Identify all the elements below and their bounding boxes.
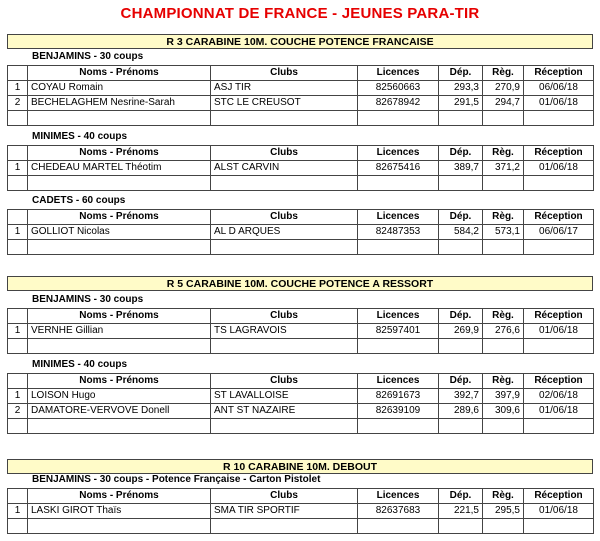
empty-cell: [211, 176, 358, 191]
table-row: [8, 389, 594, 404]
empty-cell: [211, 339, 358, 354]
row-index: 1: [8, 81, 28, 96]
athlete-name: LASKI GIROT Thaïs: [28, 504, 211, 519]
empty-cell: [358, 519, 439, 534]
header-reg: Règ.: [483, 146, 524, 161]
table-row: [8, 81, 594, 96]
score-dep: 584,2: [439, 225, 483, 240]
score-dep: 392,7: [439, 389, 483, 404]
empty-cell: [28, 419, 211, 434]
section-title: BENJAMINS - 30 coups: [32, 294, 144, 305]
header-index: [8, 374, 28, 389]
empty-cell: [524, 419, 594, 434]
header-noms: Noms - Prénoms: [28, 374, 211, 389]
club-name: TS LAGRAVOIS: [211, 324, 358, 339]
header-noms: Noms - Prénoms: [28, 210, 211, 225]
header-licences: Licences: [358, 309, 439, 324]
score-reg: 270,9: [483, 81, 524, 96]
header-dep: Dép.: [439, 309, 483, 324]
empty-cell: [358, 240, 439, 255]
row-index: 1: [8, 225, 28, 240]
header-noms: Noms - Prénoms: [28, 146, 211, 161]
table-row: [8, 225, 594, 240]
club-name: ASJ TIR: [211, 81, 358, 96]
empty-cell: [483, 240, 524, 255]
empty-cell: [439, 111, 483, 126]
header-index: [8, 66, 28, 81]
club-name: STC LE CREUSOT: [211, 96, 358, 111]
reception-date: 06/06/18: [524, 81, 594, 96]
header-index: [8, 309, 28, 324]
header-dep: Dép.: [439, 210, 483, 225]
table-header-row: [8, 146, 594, 161]
empty-cell: [524, 339, 594, 354]
licence-number: 82597401: [358, 324, 439, 339]
header-clubs: Clubs: [211, 146, 358, 161]
empty-cell: [439, 519, 483, 534]
header-reception: Réception: [524, 210, 594, 225]
table-header-row: [8, 210, 594, 225]
header-licences: Licences: [358, 66, 439, 81]
empty-cell: [524, 176, 594, 191]
results-table: [7, 308, 594, 354]
category-banner-r10: R 10 CARABINE 10M. DEBOUT: [7, 459, 593, 474]
reception-date: 01/06/18: [524, 96, 594, 111]
athlete-name: BECHELAGHEM Nesrine-Sarah: [28, 96, 211, 111]
row-index: 2: [8, 404, 28, 419]
empty-cell: [358, 339, 439, 354]
section-title: BENJAMINS - 30 coups: [32, 51, 144, 62]
empty-cell: [8, 240, 28, 255]
results-table: [7, 145, 594, 191]
athlete-name: GOLLIOT Nicolas: [28, 225, 211, 240]
licence-number: 82487353: [358, 225, 439, 240]
table-header-row: [8, 66, 594, 81]
header-index: [8, 146, 28, 161]
header-clubs: Clubs: [211, 309, 358, 324]
header-reg: Règ.: [483, 66, 524, 81]
section-title: CADETS - 60 coups: [32, 195, 126, 206]
header-reception: Réception: [524, 489, 594, 504]
table-header-row: [8, 309, 594, 324]
empty-cell: [439, 176, 483, 191]
header-noms: Noms - Prénoms: [28, 66, 211, 81]
empty-row: [8, 339, 594, 354]
row-index: 1: [8, 504, 28, 519]
header-dep: Dép.: [439, 374, 483, 389]
header-clubs: Clubs: [211, 489, 358, 504]
empty-cell: [439, 419, 483, 434]
empty-cell: [8, 519, 28, 534]
empty-cell: [211, 111, 358, 126]
table-row: [8, 504, 594, 519]
section-title: MINIMES - 40 coups: [32, 359, 128, 370]
reception-date: 06/06/17: [524, 225, 594, 240]
empty-row: [8, 176, 594, 191]
empty-cell: [358, 176, 439, 191]
results-table: [7, 373, 594, 434]
header-noms: Noms - Prénoms: [28, 309, 211, 324]
section-title: MINIMES - 40 coups: [32, 131, 128, 142]
header-noms: Noms - Prénoms: [28, 489, 211, 504]
empty-cell: [483, 519, 524, 534]
empty-cell: [8, 176, 28, 191]
header-clubs: Clubs: [211, 374, 358, 389]
header-reg: Règ.: [483, 374, 524, 389]
empty-cell: [28, 519, 211, 534]
empty-row: [8, 111, 594, 126]
header-licences: Licences: [358, 489, 439, 504]
page-title: CHAMPIONNAT DE FRANCE - JEUNES PARA-TIR: [120, 5, 480, 22]
empty-cell: [483, 339, 524, 354]
empty-cell: [28, 111, 211, 126]
empty-cell: [211, 419, 358, 434]
empty-cell: [483, 176, 524, 191]
athlete-name: CHEDEAU MARTEL Théotim: [28, 161, 211, 176]
table-row: [8, 96, 594, 111]
score-reg: 294,7: [483, 96, 524, 111]
empty-cell: [524, 111, 594, 126]
empty-row: [8, 519, 594, 534]
header-index: [8, 210, 28, 225]
empty-cell: [8, 111, 28, 126]
header-licences: Licences: [358, 374, 439, 389]
row-index: 2: [8, 96, 28, 111]
table-header-row: [8, 489, 594, 504]
score-reg: 397,9: [483, 389, 524, 404]
licence-number: 82639109: [358, 404, 439, 419]
header-clubs: Clubs: [211, 210, 358, 225]
results-table: [7, 65, 594, 126]
header-reception: Réception: [524, 66, 594, 81]
licence-number: 82637683: [358, 504, 439, 519]
empty-cell: [483, 419, 524, 434]
header-dep: Dép.: [439, 489, 483, 504]
empty-cell: [8, 419, 28, 434]
header-reg: Règ.: [483, 309, 524, 324]
category-banner-r5: R 5 CARABINE 10M. COUCHE POTENCE A RESSORT: [7, 276, 593, 291]
empty-cell: [524, 519, 594, 534]
reception-date: 02/06/18: [524, 389, 594, 404]
reception-date: 01/06/18: [524, 324, 594, 339]
empty-row: [8, 240, 594, 255]
club-name: AL D ARQUES: [211, 225, 358, 240]
reception-date: 01/06/18: [524, 404, 594, 419]
score-dep: 293,3: [439, 81, 483, 96]
licence-number: 82678942: [358, 96, 439, 111]
empty-cell: [524, 240, 594, 255]
table-row: [8, 404, 594, 419]
header-index: [8, 489, 28, 504]
results-table: [7, 209, 594, 255]
header-dep: Dép.: [439, 66, 483, 81]
empty-cell: [211, 240, 358, 255]
category-banner-r3: R 3 CARABINE 10M. COUCHE POTENCE FRANCAISE: [7, 34, 593, 49]
header-reception: Réception: [524, 309, 594, 324]
reception-date: 01/06/18: [524, 504, 594, 519]
empty-row: [8, 419, 594, 434]
score-dep: 291,5: [439, 96, 483, 111]
athlete-name: VERNHE Gillian: [28, 324, 211, 339]
score-dep: 221,5: [439, 504, 483, 519]
score-dep: 269,9: [439, 324, 483, 339]
header-reception: Réception: [524, 374, 594, 389]
score-reg: 276,6: [483, 324, 524, 339]
empty-cell: [439, 240, 483, 255]
empty-cell: [358, 419, 439, 434]
club-name: ALST CARVIN: [211, 161, 358, 176]
score-dep: 289,6: [439, 404, 483, 419]
empty-cell: [358, 111, 439, 126]
score-reg: 371,2: [483, 161, 524, 176]
row-index: 1: [8, 324, 28, 339]
header-licences: Licences: [358, 146, 439, 161]
score-reg: 309,6: [483, 404, 524, 419]
score-reg: 573,1: [483, 225, 524, 240]
club-name: ANT ST NAZAIRE: [211, 404, 358, 419]
licence-number: 82675416: [358, 161, 439, 176]
licence-number: 82560663: [358, 81, 439, 96]
athlete-name: DAMATORE-VERVOVE Donell: [28, 404, 211, 419]
table-header-row: [8, 374, 594, 389]
empty-cell: [28, 176, 211, 191]
club-name: SMA TIR SPORTIF: [211, 504, 358, 519]
athlete-name: COYAU Romain: [28, 81, 211, 96]
reception-date: 01/06/18: [524, 161, 594, 176]
header-dep: Dép.: [439, 146, 483, 161]
header-licences: Licences: [358, 210, 439, 225]
header-clubs: Clubs: [211, 66, 358, 81]
results-table: [7, 488, 594, 534]
licence-number: 82691673: [358, 389, 439, 404]
empty-cell: [211, 519, 358, 534]
section-title: BENJAMINS - 30 coups - Potence Française - Carton Pistolet: [32, 474, 321, 485]
row-index: 1: [8, 161, 28, 176]
empty-cell: [8, 339, 28, 354]
header-reg: Règ.: [483, 210, 524, 225]
header-reception: Réception: [524, 146, 594, 161]
row-index: 1: [8, 389, 28, 404]
empty-cell: [439, 339, 483, 354]
table-row: [8, 161, 594, 176]
empty-cell: [28, 240, 211, 255]
empty-cell: [483, 111, 524, 126]
club-name: ST LAVALLOISE: [211, 389, 358, 404]
score-dep: 389,7: [439, 161, 483, 176]
empty-cell: [28, 339, 211, 354]
table-row: [8, 324, 594, 339]
athlete-name: LOISON Hugo: [28, 389, 211, 404]
header-reg: Règ.: [483, 489, 524, 504]
score-reg: 295,5: [483, 504, 524, 519]
